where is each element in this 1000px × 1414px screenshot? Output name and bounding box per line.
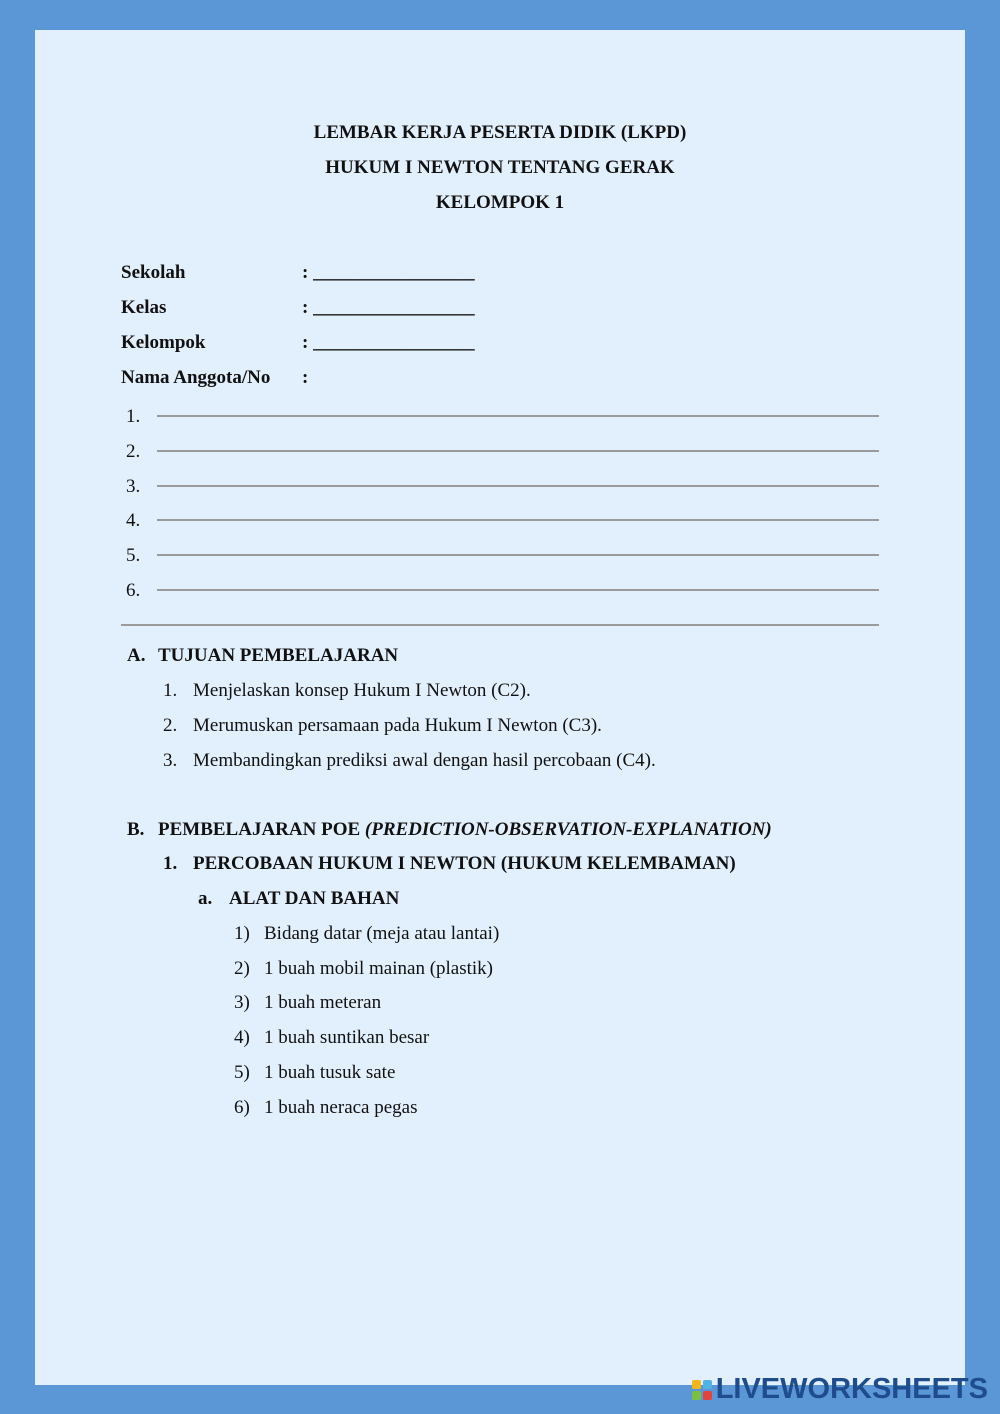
school-label: Sekolah: [121, 262, 186, 283]
objective-text: Merumuskan persamaan pada Hukum I Newton (C3).: [193, 715, 602, 736]
section-b-title-italic: (PREDICTION-OBSERVATION-EXPLANATION): [364, 819, 772, 840]
liveworksheets-logo-icon: [692, 1380, 712, 1400]
objective-number: 3.: [163, 750, 178, 771]
class-label: Kelas: [121, 297, 167, 318]
objective-text: Membandingkan prediksi awal dengan hasil percobaan (C4).: [193, 750, 656, 771]
section-b-title: PEMBELAJARAN POE: [158, 819, 361, 840]
material-number: 6): [234, 1097, 250, 1118]
school-field[interactable]: : _________________: [302, 262, 475, 283]
objective-number: 2.: [163, 715, 178, 736]
member-number: 1.: [126, 406, 141, 427]
liveworksheets-wordmark: LIVEWORKSHEETS: [715, 1373, 988, 1405]
member-input-line[interactable]: [157, 485, 879, 487]
member-number: 6.: [126, 580, 141, 601]
objective-number: 1.: [163, 680, 178, 701]
section-divider: [121, 624, 879, 626]
material-number: 1): [234, 923, 250, 944]
liveworksheets-logo[interactable]: [692, 1373, 988, 1406]
section-b-heading: [158, 819, 772, 841]
material-text: 1 buah mobil mainan (plastik): [264, 958, 494, 979]
material-number: 2): [234, 958, 250, 979]
material-number: 4): [234, 1027, 250, 1048]
member-number: 5.: [126, 545, 141, 566]
material-text: 1 buah suntikan besar: [264, 1027, 430, 1048]
member-input-line[interactable]: [157, 554, 879, 556]
material-text: 1 buah meteran: [264, 992, 382, 1013]
material-text: 1 buah neraca pegas: [264, 1097, 418, 1118]
group-label: Kelompok: [121, 332, 206, 353]
worksheet-page: [35, 30, 965, 1385]
material-number: 5): [234, 1062, 250, 1083]
member-input-line[interactable]: [157, 450, 879, 452]
member-input-line[interactable]: [157, 519, 879, 521]
member-number: 3.: [126, 476, 141, 497]
section-a-title: TUJUAN PEMBELAJARAN: [158, 645, 399, 666]
member-number: 2.: [126, 441, 141, 462]
subsubsection-letter: a.: [198, 888, 213, 909]
class-field[interactable]: : _________________: [302, 297, 475, 318]
material-number: 3): [234, 992, 250, 1013]
section-b-letter: B.: [127, 819, 145, 840]
member-input-line[interactable]: [157, 589, 879, 591]
member-input-line[interactable]: [157, 415, 879, 417]
subsection-title: PERCOBAAN HUKUM I NEWTON (HUKUM KELEMBAMAN): [193, 853, 736, 874]
members-colon: :: [302, 367, 309, 388]
subsubsection-title: ALAT DAN BAHAN: [229, 888, 400, 909]
title-line-1: LEMBAR KERJA PESERTA DIDIK (LKPD): [313, 122, 687, 143]
subsection-number: 1.: [163, 853, 178, 874]
group-field[interactable]: : _________________: [302, 332, 475, 353]
title-line-3: KELOMPOK 1: [435, 192, 565, 213]
objective-text: Menjelaskan konsep Hukum I Newton (C2).: [193, 680, 531, 701]
material-text: 1 buah tusuk sate: [264, 1062, 396, 1083]
member-number: 4.: [126, 510, 141, 531]
members-label: Nama Anggota/No: [121, 367, 271, 388]
section-a-letter: A.: [127, 645, 146, 666]
title-line-2: HUKUM I NEWTON TENTANG GERAK: [325, 157, 675, 178]
material-text: Bidang datar (meja atau lantai): [264, 923, 500, 944]
